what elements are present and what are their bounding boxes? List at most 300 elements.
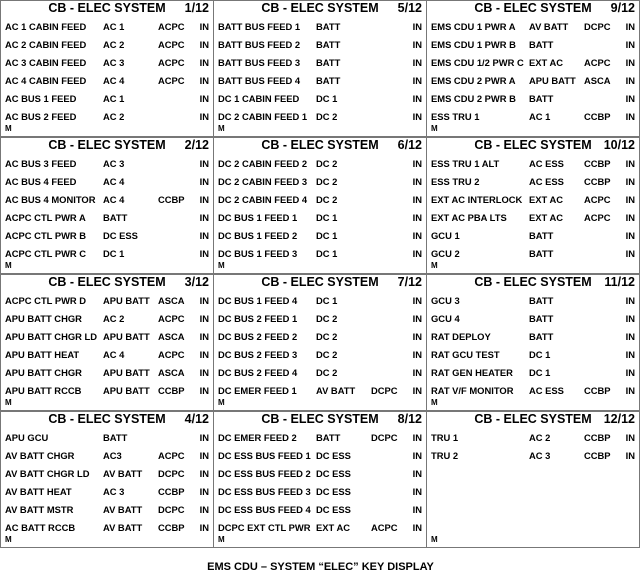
breaker-row[interactable] <box>218 447 422 465</box>
breaker-bus: AV BATT <box>316 385 356 396</box>
breaker-name: AC BUS 4 FEED <box>5 176 77 187</box>
breaker-row[interactable] <box>5 364 209 382</box>
breaker-row[interactable] <box>5 429 209 447</box>
breaker-row[interactable] <box>218 501 422 519</box>
page-mark: M <box>218 261 225 270</box>
breaker-name: AC BUS 2 FEED <box>5 111 77 122</box>
breaker-row[interactable] <box>218 72 422 90</box>
breaker-list <box>431 155 635 263</box>
breaker-status: IN <box>199 313 209 324</box>
breaker-name: DC 2 CABIN FEED 3 <box>218 176 308 187</box>
page-number: 2/12 <box>184 138 209 152</box>
breaker-bus: BATT <box>529 313 554 324</box>
breaker-status: IN <box>412 93 422 104</box>
breaker-list <box>431 429 635 465</box>
breaker-name: EMS CDU 1/2 PWR C <box>431 57 524 68</box>
breaker-row[interactable] <box>431 310 635 328</box>
breaker-status: IN <box>412 522 422 533</box>
breaker-controller: ACPC <box>158 75 185 86</box>
breaker-name: ESS TRU 2 <box>431 176 480 187</box>
breaker-bus: BATT <box>316 39 341 50</box>
breaker-bus: AC 2 <box>103 111 125 122</box>
breaker-bus: AC 4 <box>103 75 125 86</box>
breaker-status: IN <box>625 349 635 360</box>
breaker-row[interactable] <box>5 72 209 90</box>
breaker-status: IN <box>199 450 209 461</box>
breaker-row[interactable] <box>431 292 635 310</box>
breaker-row[interactable] <box>431 328 635 346</box>
breaker-list <box>431 292 635 400</box>
breaker-name: AV BATT HEAT <box>5 486 72 497</box>
page-number: 5/12 <box>397 1 422 15</box>
breaker-bus: DC 1 <box>529 367 551 378</box>
page-title: CB - ELEC SYSTEM <box>474 138 592 152</box>
breaker-status: IN <box>625 39 635 50</box>
breaker-status: IN <box>412 158 422 169</box>
page-title: CB - ELEC SYSTEM <box>48 1 166 15</box>
breaker-bus: DC ESS <box>103 230 138 241</box>
page-title: CB - ELEC SYSTEM <box>474 412 592 426</box>
breaker-controller: DCPC <box>371 385 398 396</box>
page-number: 6/12 <box>397 138 422 152</box>
breaker-status: IN <box>199 385 209 396</box>
breaker-status: IN <box>625 331 635 342</box>
breaker-row[interactable] <box>5 245 209 263</box>
breaker-row[interactable] <box>431 364 635 382</box>
breaker-bus: DC 1 <box>316 230 338 241</box>
figure-caption: EMS CDU – SYSTEM “ELEC” KEY DISPLAY <box>207 561 434 573</box>
breaker-row[interactable] <box>5 501 209 519</box>
breaker-controller: ACPC <box>158 39 185 50</box>
page-number: 11/12 <box>604 275 635 289</box>
breaker-status: IN <box>199 295 209 306</box>
breaker-bus: DC ESS <box>316 450 351 461</box>
breaker-row[interactable] <box>5 155 209 173</box>
breaker-status: IN <box>199 111 209 122</box>
breaker-bus: AV BATT <box>103 504 143 515</box>
breaker-bus: BATT <box>316 21 341 32</box>
breaker-name: AC 4 CABIN FEED <box>5 75 87 86</box>
breaker-row[interactable] <box>5 54 209 72</box>
breaker-name: DC 1 CABIN FEED <box>218 93 300 104</box>
breaker-controller: DCPC <box>158 468 185 479</box>
breaker-bus: APU BATT <box>103 295 150 306</box>
breaker-row[interactable] <box>218 483 422 501</box>
breaker-status: IN <box>199 194 209 205</box>
breaker-bus: AV BATT <box>529 21 569 32</box>
breaker-bus: DC 2 <box>316 367 338 378</box>
breaker-controller: ASCA <box>158 295 185 306</box>
breaker-name: DC ESS BUS FEED 2 <box>218 468 311 479</box>
breaker-controller: ASCA <box>158 367 185 378</box>
breaker-status: IN <box>625 93 635 104</box>
breaker-bus: AC 2 <box>103 313 125 324</box>
breaker-row[interactable] <box>5 519 209 537</box>
breaker-row[interactable] <box>431 227 635 245</box>
breaker-name: DC BUS 1 FEED 1 <box>218 212 298 223</box>
breaker-row[interactable] <box>431 429 635 447</box>
breaker-row[interactable] <box>5 173 209 191</box>
breaker-controller: CCBP <box>584 176 611 187</box>
breaker-name: DC ESS BUS FEED 4 <box>218 504 311 515</box>
page-mark: M <box>5 261 12 270</box>
breaker-name: AC 3 CABIN FEED <box>5 57 87 68</box>
breaker-name: TRU 2 <box>431 450 459 461</box>
breaker-bus: AC ESS <box>529 158 564 169</box>
breaker-row[interactable] <box>218 346 422 364</box>
breaker-row[interactable] <box>431 173 635 191</box>
page-title: CB - ELEC SYSTEM <box>261 412 379 426</box>
breaker-bus: DC 2 <box>316 194 338 205</box>
page-mark: M <box>431 261 438 270</box>
breaker-status: IN <box>412 21 422 32</box>
breaker-name: APU GCU <box>5 432 49 443</box>
breaker-status: IN <box>412 39 422 50</box>
breaker-controller: ASCA <box>584 75 611 86</box>
breaker-bus: DC 1 <box>316 248 338 259</box>
breaker-name: APU BATT CHGR <box>5 313 82 324</box>
cdu-page <box>426 411 640 548</box>
breaker-controller: ASCA <box>158 331 185 342</box>
breaker-name: RAT GCU TEST <box>431 349 500 360</box>
breaker-row[interactable] <box>5 292 209 310</box>
breaker-list <box>5 18 209 126</box>
page-mark: M <box>5 124 12 133</box>
page-title: CB - ELEC SYSTEM <box>261 1 379 15</box>
breaker-bus: BATT <box>529 39 554 50</box>
breaker-row[interactable] <box>218 227 422 245</box>
page-mark: M <box>431 398 438 407</box>
breaker-row[interactable] <box>5 310 209 328</box>
breaker-status: IN <box>625 194 635 205</box>
breaker-bus: DC 2 <box>316 331 338 342</box>
breaker-row[interactable] <box>5 447 209 465</box>
breaker-bus: AC 2 <box>529 432 551 443</box>
cdu-page <box>426 0 640 137</box>
breaker-status: IN <box>625 367 635 378</box>
breaker-status: IN <box>625 176 635 187</box>
breaker-row[interactable] <box>431 36 635 54</box>
breaker-bus: BATT <box>316 57 341 68</box>
breaker-row[interactable] <box>5 346 209 364</box>
breaker-status: IN <box>412 450 422 461</box>
breaker-name: EMS CDU 1 PWR A <box>431 21 516 32</box>
breaker-status: IN <box>412 57 422 68</box>
breaker-list <box>218 155 422 263</box>
cdu-page <box>426 137 640 274</box>
breaker-row[interactable] <box>5 108 209 126</box>
breaker-name: DC BUS 1 FEED 2 <box>218 230 298 241</box>
breaker-status: IN <box>199 212 209 223</box>
breaker-row[interactable] <box>5 18 209 36</box>
breaker-status: IN <box>412 331 422 342</box>
breaker-name: BATT BUS FEED 3 <box>218 57 301 68</box>
breaker-controller: ACPC <box>584 194 611 205</box>
breaker-row[interactable] <box>5 382 209 400</box>
breaker-row[interactable] <box>431 346 635 364</box>
breaker-status: IN <box>199 21 209 32</box>
breaker-row[interactable] <box>218 90 422 108</box>
cdu-page <box>426 274 640 411</box>
breaker-controller: ACPC <box>158 450 185 461</box>
breaker-status: IN <box>199 39 209 50</box>
breaker-row[interactable] <box>431 191 635 209</box>
breaker-status: IN <box>199 522 209 533</box>
breaker-row[interactable] <box>431 447 635 465</box>
breaker-row[interactable] <box>5 227 209 245</box>
breaker-status: IN <box>625 230 635 241</box>
breaker-status: IN <box>199 176 209 187</box>
breaker-bus: BATT <box>103 432 128 443</box>
breaker-bus: APU BATT <box>103 367 150 378</box>
breaker-name: DC BUS 2 FEED 3 <box>218 349 298 360</box>
breaker-name: DC BUS 1 FEED 4 <box>218 295 298 306</box>
breaker-name: AC 2 CABIN FEED <box>5 39 87 50</box>
page-number: 3/12 <box>184 275 209 289</box>
breaker-name: APU BATT CHGR LD <box>5 331 98 342</box>
breaker-name: EMS CDU 2 PWR A <box>431 75 516 86</box>
breaker-status: IN <box>625 248 635 259</box>
breaker-name: RAT DEPLOY <box>431 331 491 342</box>
breaker-controller: ACPC <box>158 21 185 32</box>
breaker-name: DC ESS BUS FEED 3 <box>218 486 311 497</box>
page-title: CB - ELEC SYSTEM <box>48 138 166 152</box>
breaker-row[interactable] <box>5 328 209 346</box>
breaker-name: DCPC EXT CTL PWR <box>218 522 311 533</box>
breaker-bus: BATT <box>103 212 128 223</box>
breaker-status: IN <box>412 468 422 479</box>
breaker-bus: DC 2 <box>316 158 338 169</box>
breaker-bus: AV BATT <box>103 522 143 533</box>
cdu-page <box>213 274 427 411</box>
breaker-list <box>218 292 422 400</box>
breaker-row[interactable] <box>431 54 635 72</box>
breaker-controller: ACPC <box>371 522 398 533</box>
breaker-controller: CCBP <box>158 486 185 497</box>
cdu-page-grid <box>1 1 640 549</box>
breaker-name: ACPC CTL PWR D <box>5 295 87 306</box>
breaker-row[interactable] <box>218 245 422 263</box>
breaker-row[interactable] <box>218 328 422 346</box>
breaker-row[interactable] <box>218 108 422 126</box>
breaker-bus: DC 1 <box>529 349 551 360</box>
page-mark: M <box>5 398 12 407</box>
breaker-name: DC BUS 1 FEED 3 <box>218 248 298 259</box>
breaker-bus: DC ESS <box>316 468 351 479</box>
breaker-status: IN <box>199 75 209 86</box>
breaker-row[interactable] <box>218 465 422 483</box>
breaker-status: IN <box>412 385 422 396</box>
breaker-row[interactable] <box>218 191 422 209</box>
breaker-status: IN <box>412 194 422 205</box>
breaker-name: DC 2 CABIN FEED 4 <box>218 194 308 205</box>
breaker-row[interactable] <box>218 310 422 328</box>
breaker-name: AC BUS 1 FEED <box>5 93 77 104</box>
breaker-bus: DC 2 <box>316 349 338 360</box>
breaker-status: IN <box>412 367 422 378</box>
breaker-row[interactable] <box>431 245 635 263</box>
page-number: 10/12 <box>603 138 635 152</box>
breaker-status: IN <box>199 248 209 259</box>
breaker-status: IN <box>199 504 209 515</box>
breaker-row[interactable] <box>218 54 422 72</box>
breaker-row[interactable] <box>218 173 422 191</box>
breaker-bus: BATT <box>316 75 341 86</box>
breaker-list <box>5 429 209 537</box>
breaker-status: IN <box>412 75 422 86</box>
breaker-controller: DCPC <box>371 432 398 443</box>
breaker-row[interactable] <box>431 108 635 126</box>
breaker-controller: CCBP <box>584 385 611 396</box>
page-title: CB - ELEC SYSTEM <box>474 1 592 15</box>
page-number: 8/12 <box>397 412 422 426</box>
breaker-name: AV BATT MSTR <box>5 504 74 515</box>
breaker-row[interactable] <box>218 429 422 447</box>
breaker-controller: DCPC <box>158 504 185 515</box>
breaker-row[interactable] <box>431 72 635 90</box>
breaker-bus: AC ESS <box>529 176 564 187</box>
breaker-status: IN <box>199 367 209 378</box>
breaker-row[interactable] <box>431 382 635 400</box>
breaker-row[interactable] <box>5 483 209 501</box>
breaker-status: IN <box>412 212 422 223</box>
breaker-bus: DC 2 <box>316 176 338 187</box>
breaker-status: IN <box>625 385 635 396</box>
breaker-row[interactable] <box>218 209 422 227</box>
breaker-status: IN <box>412 313 422 324</box>
breaker-status: IN <box>199 230 209 241</box>
breaker-status: IN <box>199 468 209 479</box>
breaker-name: DC EMER FEED 1 <box>218 385 297 396</box>
breaker-row[interactable] <box>5 191 209 209</box>
breaker-name: AC BUS 3 FEED <box>5 158 77 169</box>
breaker-bus: AC 4 <box>103 349 125 360</box>
breaker-list <box>218 18 422 126</box>
breaker-status: IN <box>199 158 209 169</box>
breaker-status: IN <box>412 176 422 187</box>
cdu-page <box>213 0 427 137</box>
breaker-status: IN <box>625 295 635 306</box>
breaker-name: ESS TRU 1 <box>431 111 480 122</box>
breaker-bus: EXT AC <box>529 194 564 205</box>
breaker-bus: DC 2 <box>316 111 338 122</box>
cdu-page <box>0 274 214 411</box>
breaker-status: IN <box>199 93 209 104</box>
breaker-name: APU BATT HEAT <box>5 349 80 360</box>
breaker-status: IN <box>625 75 635 86</box>
breaker-row[interactable] <box>431 155 635 173</box>
breaker-name: GCU 4 <box>431 313 460 324</box>
breaker-bus: AC 3 <box>103 57 125 68</box>
breaker-row[interactable] <box>218 519 422 537</box>
page-mark: M <box>218 398 225 407</box>
breaker-name: BATT BUS FEED 4 <box>218 75 301 86</box>
cdu-page <box>213 411 427 548</box>
page-number: 4/12 <box>184 412 209 426</box>
breaker-name: AC BATT RCCB <box>5 522 76 533</box>
breaker-row[interactable] <box>5 209 209 227</box>
breaker-controller: ACPC <box>158 313 185 324</box>
breaker-name: BATT BUS FEED 2 <box>218 39 301 50</box>
breaker-name: AC 1 CABIN FEED <box>5 21 87 32</box>
breaker-row[interactable] <box>431 209 635 227</box>
breaker-bus: BATT <box>316 432 341 443</box>
breaker-status: IN <box>625 432 635 443</box>
cdu-page <box>0 0 214 137</box>
breaker-name: EXT AC PBA LTS <box>431 212 507 223</box>
breaker-status: IN <box>199 432 209 443</box>
breaker-controller: CCBP <box>584 450 611 461</box>
breaker-row[interactable] <box>5 36 209 54</box>
breaker-bus: AC 3 <box>103 486 125 497</box>
breaker-bus: BATT <box>529 248 554 259</box>
breaker-row[interactable] <box>5 465 209 483</box>
breaker-row[interactable] <box>218 364 422 382</box>
breaker-row[interactable] <box>218 18 422 36</box>
breaker-row[interactable] <box>218 36 422 54</box>
breaker-name: DC BUS 2 FEED 1 <box>218 313 298 324</box>
breaker-controller: ACPC <box>158 57 185 68</box>
breaker-name: APU BATT CHGR <box>5 367 82 378</box>
breaker-bus: EXT AC <box>529 57 564 68</box>
breaker-controller: CCBP <box>158 194 185 205</box>
breaker-row[interactable] <box>218 292 422 310</box>
breaker-bus: DC 1 <box>103 248 125 259</box>
breaker-row[interactable] <box>431 90 635 108</box>
breaker-name: APU BATT RCCB <box>5 385 82 396</box>
breaker-name: DC 2 CABIN FEED 2 <box>218 158 308 169</box>
breaker-status: IN <box>412 295 422 306</box>
breaker-status: IN <box>625 212 635 223</box>
breaker-bus: AV BATT <box>103 468 143 479</box>
breaker-name: EMS CDU 2 PWR B <box>431 93 516 104</box>
page-mark: M <box>218 124 225 133</box>
breaker-row[interactable] <box>431 18 635 36</box>
breaker-bus: APU BATT <box>529 75 576 86</box>
breaker-bus: DC 1 <box>316 295 338 306</box>
breaker-bus: AC 3 <box>103 158 125 169</box>
breaker-name: ACPC CTL PWR A <box>5 212 86 223</box>
breaker-row[interactable] <box>5 90 209 108</box>
breaker-controller: CCBP <box>158 385 185 396</box>
breaker-controller: CCBP <box>584 111 611 122</box>
page-title: CB - ELEC SYSTEM <box>48 412 166 426</box>
breaker-row[interactable] <box>218 382 422 400</box>
breaker-name: ACPC CTL PWR C <box>5 248 87 259</box>
page-number: 9/12 <box>610 1 635 15</box>
breaker-status: IN <box>412 111 422 122</box>
breaker-bus: AC 3 <box>529 450 551 461</box>
page-title: CB - ELEC SYSTEM <box>48 275 166 289</box>
breaker-status: IN <box>199 486 209 497</box>
breaker-controller: CCBP <box>584 432 611 443</box>
breaker-name: RAT V/F MONITOR <box>431 385 514 396</box>
breaker-bus: DC 1 <box>316 212 338 223</box>
breaker-name: GCU 3 <box>431 295 460 306</box>
breaker-status: IN <box>412 486 422 497</box>
page-mark: M <box>431 124 438 133</box>
breaker-row[interactable] <box>218 155 422 173</box>
breaker-bus: EXT AC <box>529 212 564 223</box>
breaker-controller: CCBP <box>584 158 611 169</box>
breaker-name: RAT GEN HEATER <box>431 367 513 378</box>
breaker-name: BATT BUS FEED 1 <box>218 21 301 32</box>
breaker-status: IN <box>412 349 422 360</box>
page-title: CB - ELEC SYSTEM <box>261 275 379 289</box>
breaker-name: DC EMER FEED 2 <box>218 432 297 443</box>
breaker-controller: DCPC <box>584 21 611 32</box>
breaker-name: DC ESS BUS FEED 1 <box>218 450 311 461</box>
